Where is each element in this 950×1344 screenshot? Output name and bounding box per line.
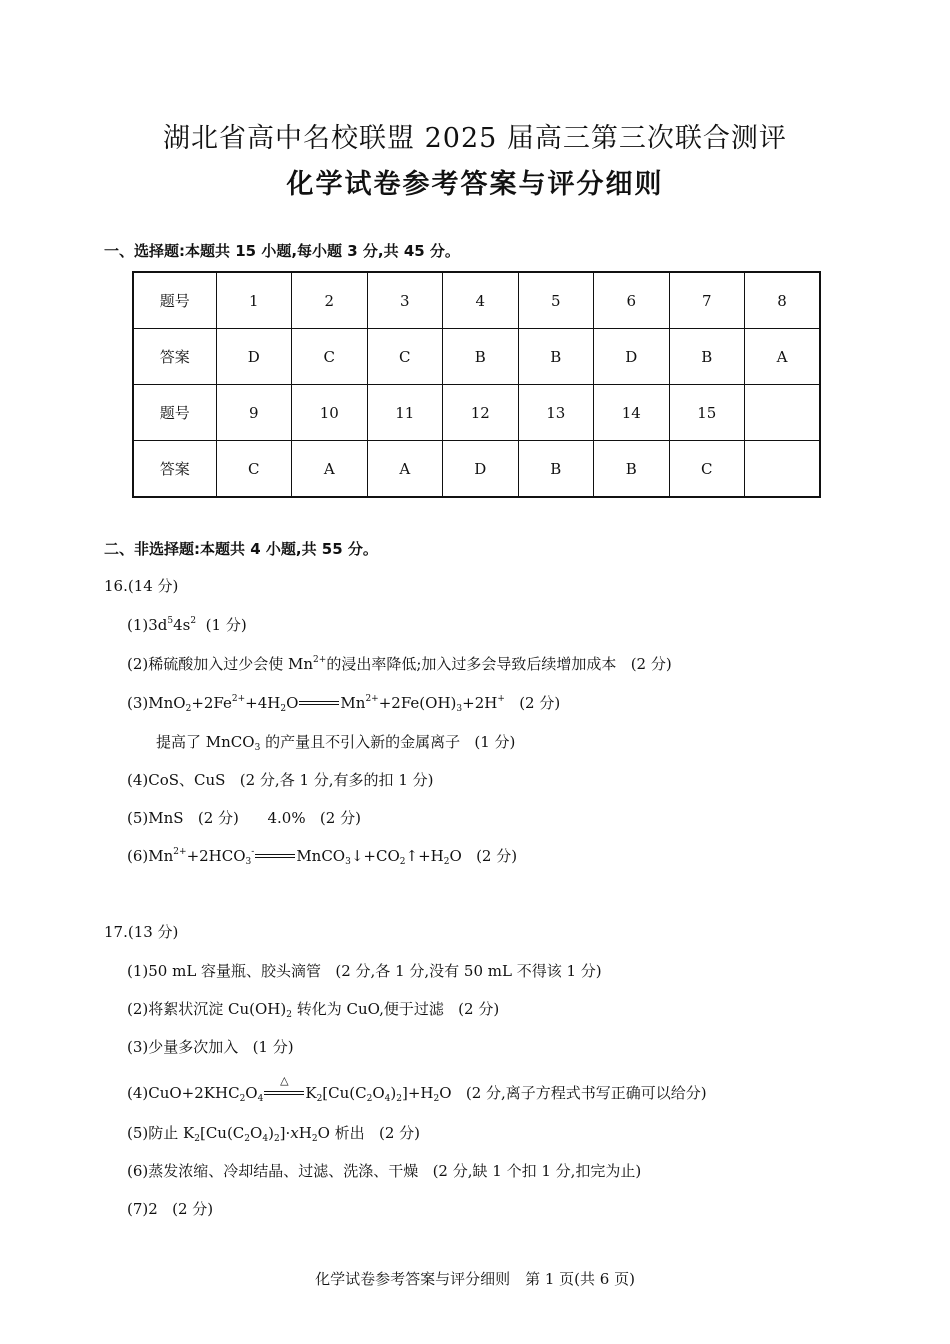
q17-part6: (6)蒸发浓缩、冷却结晶、过滤、洗涤、干燥 (2 分,缺 1 个扣 1 分,扣完为止) [127, 1162, 642, 1180]
answer-cell: B [669, 329, 745, 385]
q16-part1: $(1)3d^54s^2$ (1 分) [127, 616, 247, 634]
question-number: 2 [292, 272, 368, 329]
q17-part7: (7)2 (2 分) [127, 1200, 214, 1218]
question-17-heading: 17.(13 分) [104, 923, 179, 941]
row-label: 答案 [133, 329, 216, 385]
q17-part3: (3)少量多次加入 (1 分) [127, 1038, 294, 1056]
answer-cell: C [216, 441, 292, 498]
document-title: 化学试卷参考答案与评分细则 [286, 169, 664, 200]
q17-part1: (1)50 mL 容量瓶、胶头滴管 (2 分,各 1 分,没有 50 mL 不得该 1 分) [127, 962, 602, 980]
question-number: 12 [443, 385, 519, 441]
q16-part3: $(3)MnO_2+2Fe^{2+}+4H_2O$ $Mn^{2+}+2Fe(OH)_3+2H^+$ (2 分) [127, 694, 561, 714]
question-number: 11 [367, 385, 443, 441]
table-row [133, 385, 820, 441]
answer-cell: D [594, 329, 670, 385]
answer-cell: A [292, 441, 368, 498]
question-number: 8 [745, 272, 821, 329]
question-number: 4 [443, 272, 519, 329]
answer-cell [745, 441, 821, 498]
question-number: 1 [216, 272, 292, 329]
question-number: 9 [216, 385, 292, 441]
q16-part2: (2)稀硫酸加入过少会使 $Mn^{2+}$的浸出率降低;加入过多会导致后续增加成本 (2 分) [127, 655, 672, 673]
answer-cell: D [216, 329, 292, 385]
answer-cell: A [367, 441, 443, 498]
question-16-heading: 16.(14 分) [104, 577, 179, 595]
question-number [745, 385, 821, 441]
answer-cell: B [594, 441, 670, 498]
table-row [133, 329, 820, 385]
q16-part6: $(6)Mn^{2+}+2HCO_3^-$ $MnCO_3↓+CO_2↑+H_2O$ (2 分) [127, 847, 518, 867]
page-footer: 化学试卷参考答案与评分细则 第 1 页(共 6 页) [315, 1270, 635, 1288]
answer-table [132, 271, 821, 498]
q17-part4: $(4)CuO+2KHC_2O_4$ △ $K_2[Cu(C_2O_4)_2]+H_2O$ (2 分,离子方程式书写正确可以给分) [127, 1074, 707, 1104]
answer-cell: B [518, 329, 594, 385]
question-number: 5 [518, 272, 594, 329]
question-number: 7 [669, 272, 745, 329]
row-label: 答案 [133, 441, 216, 498]
equals-sign [255, 852, 295, 862]
q16-part4: (4)CoS、CuS (2 分,各 1 分,有多的扣 1 分) [127, 771, 434, 789]
answer-cell: A [745, 329, 821, 385]
heat-triangle-icon: △ [280, 1074, 289, 1087]
question-number: 15 [669, 385, 745, 441]
answer-cell: C [292, 329, 368, 385]
question-number: 6 [594, 272, 670, 329]
answer-cell: C [367, 329, 443, 385]
heating-equals-sign [264, 1074, 304, 1099]
question-number: 14 [594, 385, 670, 441]
q17-part2: (2)将絮状沉淀 $Cu(OH)_2$ 转化为 CuO,便于过滤 (2 分) [127, 1000, 500, 1020]
question-number: 13 [518, 385, 594, 441]
answer-cell: C [669, 441, 745, 498]
table-row [133, 441, 820, 498]
question-number: 3 [367, 272, 443, 329]
exam-title: 湖北省高中名校联盟 2025 届高三第三次联合测评 [163, 123, 787, 154]
equals-sign [299, 699, 339, 709]
question-number: 10 [292, 385, 368, 441]
answer-cell: D [443, 441, 519, 498]
section-heading-choice: 一、选择题:本题共 15 小题,每小题 3 分,共 45 分。 [104, 242, 460, 260]
answer-cell: B [443, 329, 519, 385]
section-heading-nonchoice: 二、非选择题:本题共 4 小题,共 55 分。 [104, 540, 378, 558]
q17-part5: (5)防止 $K_2[Cu(C_2O_4)_2]\cdot xH_2O$ 析出 (2 分) [127, 1124, 421, 1144]
q16-part5: (5)MnS (2 分) 4.0% (2 分) [127, 809, 361, 827]
row-label: 题号 [133, 385, 216, 441]
row-label: 题号 [133, 272, 216, 329]
answer-cell: B [518, 441, 594, 498]
q16-part3-note: 提高了 MnCO$_3$ 的产量且不引入新的金属离子 (1 分) [156, 733, 516, 753]
table-row [133, 272, 820, 329]
